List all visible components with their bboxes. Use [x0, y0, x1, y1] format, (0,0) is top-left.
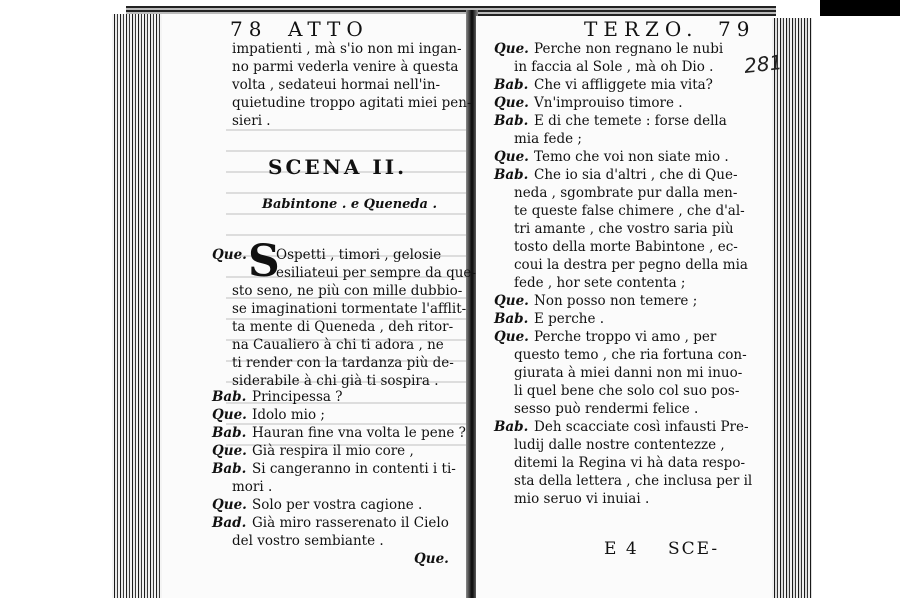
text-line: tosto della morte Babintone , ec-: [514, 239, 738, 255]
right-page-number: 79: [718, 17, 756, 41]
text-line: Si cangeranno in contenti i ti-: [252, 461, 456, 477]
text-line: siderabile à chi già ti sospira .: [232, 373, 439, 389]
speaker-label: Bab.: [212, 425, 247, 441]
speaker-label: Que.: [494, 95, 529, 111]
text-line: Che io sia d'altri , che di Que-: [534, 167, 738, 183]
text-line: esiliateui per sempre da que-: [276, 265, 476, 281]
text-line: sieri .: [232, 113, 271, 129]
text-line: no parmi vederla venire à questa: [232, 59, 459, 75]
speaker-label: Bad.: [212, 515, 247, 531]
page-stack-right: [772, 18, 812, 598]
speaker-label: Bab.: [494, 419, 529, 435]
speaker-label: Que.: [494, 41, 529, 57]
speaker-label: Bab.: [494, 311, 529, 327]
signature-mark: E 4: [604, 539, 639, 559]
text-line: li quel bene che solo col suo pos-: [514, 383, 740, 399]
right-running-head: TERZO.: [584, 17, 699, 41]
text-line: E di che temete : forse della: [534, 113, 727, 129]
speaker-label: Que.: [212, 497, 247, 513]
speaker-label: Que.: [494, 329, 529, 345]
text-line: Temo che voi non siate mio .: [534, 149, 729, 165]
speaker-label: Que.: [212, 247, 247, 263]
text-line: ludij dalle nostre contentezze ,: [514, 437, 725, 453]
text-line: Hauran fine vna volta le pene ?: [252, 425, 466, 441]
text-line: Non posso non temere ;: [534, 293, 698, 309]
text-line: E perche .: [534, 311, 605, 327]
speaker-label: Bab.: [212, 389, 247, 405]
text-line: Perche non regnano le nubi: [534, 41, 724, 57]
speaker-label: Bab.: [494, 77, 529, 93]
text-line: Che vi affliggete mia vita?: [534, 77, 713, 93]
scene-persons: Babintone . e Queneda .: [262, 197, 437, 212]
text-line: mori .: [232, 479, 273, 495]
text-line: neda , sgombrate pur dalla men-: [514, 185, 738, 201]
text-line: ta mente di Queneda , deh ritor-: [232, 319, 454, 335]
speaker-label: Bab.: [494, 113, 529, 129]
left-running-head: ATTO: [288, 17, 369, 41]
speaker-label: Que.: [494, 149, 529, 165]
speaker-label: Bab.: [212, 461, 247, 477]
text-line: ditemi la Regina vi hà data respo-: [514, 455, 746, 471]
text-line: questo temo , che ria fortuna con-: [514, 347, 747, 363]
text-line: Perche troppo vi amo , per: [534, 329, 717, 345]
text-line: mia fede ;: [514, 131, 582, 147]
text-line: na Caualiero à chi ti adora , ne: [232, 337, 444, 353]
page-stack-left: [112, 14, 164, 598]
text-line: Già miro rasserenato il Cielo: [252, 515, 449, 531]
text-line: fede , hor sete contenta ;: [514, 275, 686, 291]
text-line: te queste false chimere , che d'al-: [514, 203, 745, 219]
text-line: impatienti , mà s'io non mi ingan-: [232, 41, 462, 57]
text-line: Solo per vostra cagione .: [252, 497, 423, 513]
text-line: Principessa ?: [252, 389, 343, 405]
text-line: quietudine troppo agitati miei pen-: [232, 95, 472, 111]
text-line: mio seruo vi inuiai .: [514, 491, 650, 507]
scan-background-corner: [820, 0, 900, 16]
text-line: Già respira il mio core ,: [252, 443, 414, 459]
text-line: sesso può rendermi felice .: [514, 401, 699, 417]
left-page-number: 78: [230, 17, 268, 41]
text-line: Idolo mio ;: [252, 407, 325, 423]
text-line: ti render con la tardanza più de-: [232, 355, 454, 371]
text-line: sto seno, ne più con mille dubbio-: [232, 283, 463, 299]
speaker-label: Que.: [212, 443, 247, 459]
text-line: del vostro sembiante .: [232, 533, 384, 549]
scene-title: SCENA II.: [268, 155, 408, 179]
speaker-label: Que.: [494, 293, 529, 309]
drop-cap: S: [248, 236, 280, 287]
text-line: in faccia al Sole , mà oh Dio .: [514, 59, 714, 75]
text-line: Ospetti , timori , gelosie: [276, 247, 442, 263]
text-line: sta della lettera , che inclusa per il: [514, 473, 753, 489]
speaker-label: Que.: [212, 407, 247, 423]
text-line: volta , sedateui hormai nell'in-: [232, 77, 441, 93]
handwritten-folio-number: 281: [742, 50, 784, 78]
text-line: Deh scacciate così infausti Pre-: [534, 419, 749, 435]
speaker-label: Bab.: [494, 167, 529, 183]
text-line: giurata à miei danni non mi inuo-: [514, 365, 743, 381]
catchword: Que.: [414, 551, 449, 567]
text-line: tri amante , che vostro saria più: [514, 221, 734, 237]
text-line: Vn'improuiso timore .: [534, 95, 683, 111]
text-line: se imaginationi tormentate l'afflit-: [232, 301, 467, 317]
text-line: coui la destra per pegno della mia: [514, 257, 748, 273]
catchword: SCE-: [668, 539, 720, 559]
